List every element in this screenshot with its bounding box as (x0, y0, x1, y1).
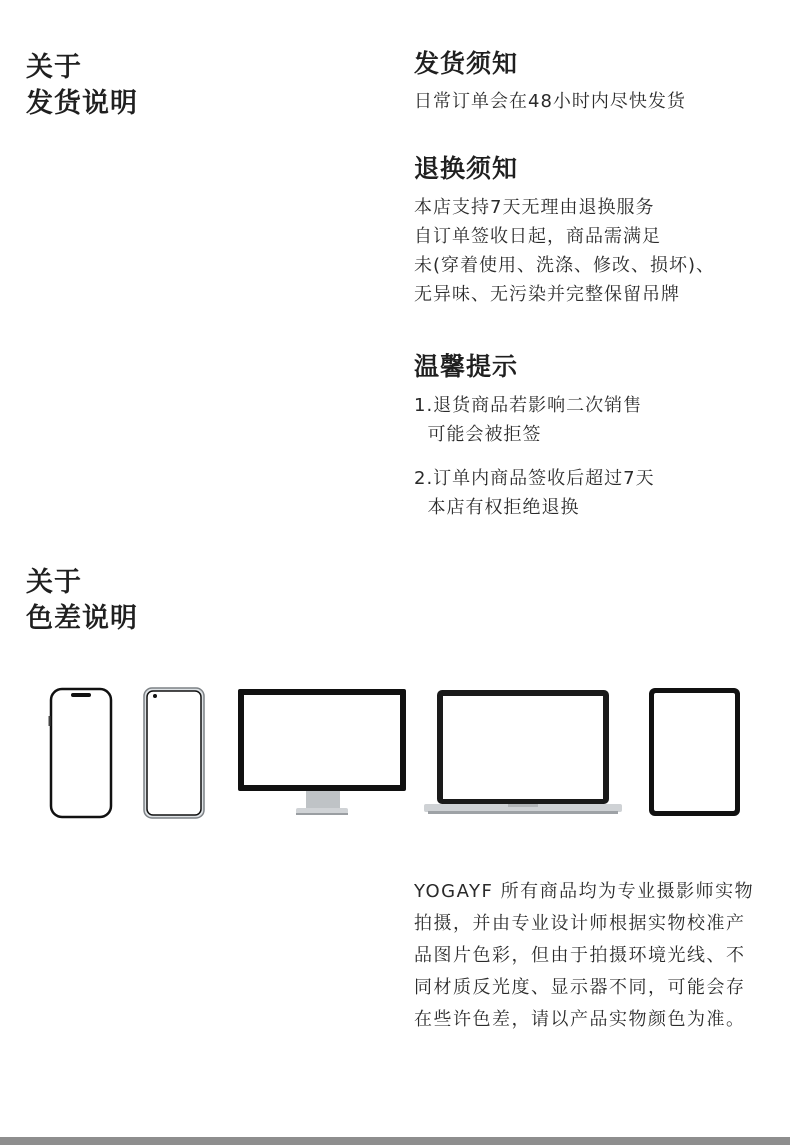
desktop-monitor-icon (238, 689, 406, 815)
phone-icon (49, 689, 112, 817)
smartphone-icon (144, 688, 204, 818)
shipping-section-title (26, 50, 138, 122)
color-title-line1: 关于 (26, 567, 82, 598)
shipping-title-line2: 发货说明 (26, 88, 138, 119)
tips-item-line2: 本店有权拒绝退换 (414, 497, 580, 518)
tips-item (414, 464, 655, 522)
return-notice-body (414, 193, 715, 309)
tips-item-line2: 可能会被拒签 (414, 424, 542, 445)
return-notice-heading: 退换须知 (414, 154, 519, 183)
return-notice-line: 无异味、无污染并完整保留吊牌 (414, 284, 680, 305)
laptop-icon (424, 690, 622, 814)
tips-item (414, 391, 642, 449)
bottom-bar (0, 1137, 790, 1145)
shipping-notice-heading: 发货须知 (414, 49, 519, 78)
tablet-icon (649, 688, 740, 816)
devices-row (0, 680, 790, 825)
color-title-line2: 色差说明 (26, 603, 138, 634)
shipping-title-line1: 关于 (26, 52, 82, 83)
tips-heading: 温馨提示 (414, 352, 519, 381)
return-notice-line: 自订单签收日起，商品需满足 (414, 226, 661, 247)
return-notice-line: 未(穿着使用、洗涤、修改、损坏)、 (414, 255, 716, 276)
tips-item-line1: 2.订单内商品签收后超过7天 (414, 468, 655, 489)
shipping-notice-text: 日常订单会在48小时内尽快发货 (414, 91, 686, 112)
color-section-title (26, 565, 138, 637)
return-notice-line: 本店支持7天无理由退换服务 (414, 197, 655, 218)
tips-item-line1: 1.退货商品若影响二次销售 (414, 395, 643, 416)
color-description: YOGAYF 所有商品均为专业摄影师实物拍摄，并由专业设计师根据实物校准产品图片色彩，但由于拍摄环境光线、不同材质反光度、显示器不同，可能会存在些许色差，请以产品实物颜色为准。 (414, 881, 755, 1030)
